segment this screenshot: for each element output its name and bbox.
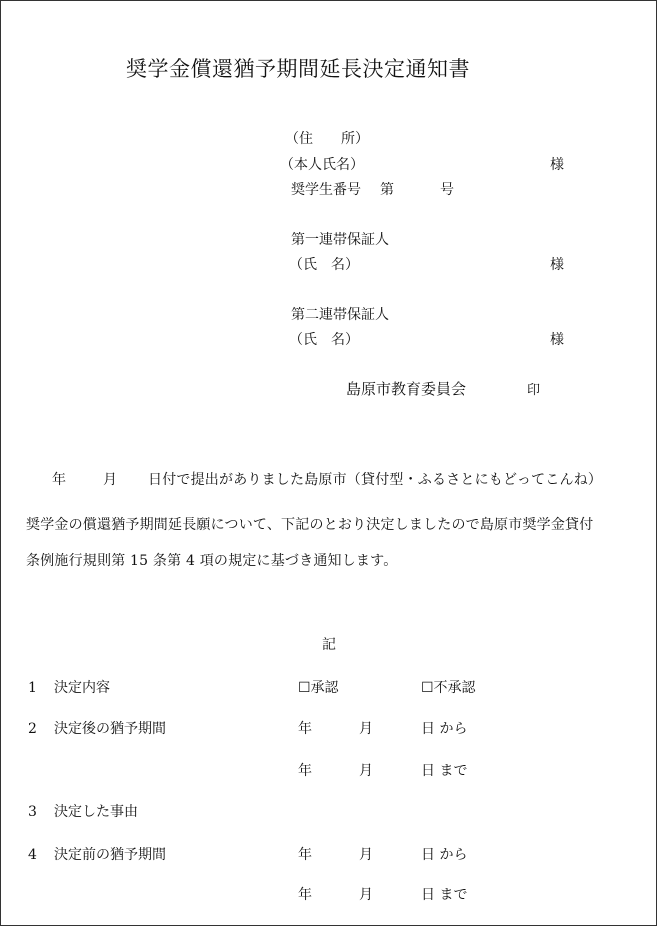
student-number-label: 奨学生番号 xyxy=(291,182,361,198)
item4-from-year: 年 xyxy=(298,847,312,863)
student-number-prefix: 第 xyxy=(380,182,394,198)
item2-to-month: 月 xyxy=(359,763,373,779)
item2-from-day: 日 から xyxy=(421,721,468,737)
issuer-name: 島原市教育委員会 xyxy=(346,380,467,398)
item2-to-year: 年 xyxy=(298,763,312,779)
item3-label: 決定した事由 xyxy=(54,804,138,820)
item2-from-year: 年 xyxy=(298,721,312,737)
body-line3: 条例施行規則第 15 条第 4 項の規定に基づき通知します。 xyxy=(26,553,398,569)
guarantor1-heading: 第一連帯保証人 xyxy=(291,232,389,248)
student-number-suffix: 号 xyxy=(440,182,454,198)
item4-to-month: 月 xyxy=(359,887,373,903)
item3-number: 3 xyxy=(28,804,37,820)
item4-to-year: 年 xyxy=(298,887,312,903)
item4-to-day: 日 まで xyxy=(421,887,468,903)
body-month: 月 xyxy=(103,472,118,488)
guarantor1-name-label: （氏 名） xyxy=(289,257,359,273)
item2-to-day: 日 まで xyxy=(421,763,468,779)
guarantor2-name-label: （氏 名） xyxy=(289,332,359,348)
item4-number: 4 xyxy=(28,847,37,863)
item4-from-month: 月 xyxy=(359,847,373,863)
address-label: （住 所） xyxy=(285,131,369,147)
item4-from-day: 日 から xyxy=(421,847,468,863)
issuer-seal: 印 xyxy=(527,383,541,398)
item2-from-month: 月 xyxy=(359,721,373,737)
guarantor1-honorific: 様 xyxy=(550,257,564,273)
item1-number: 1 xyxy=(28,680,37,696)
approve-checkbox[interactable]: ☐承認 xyxy=(298,680,339,696)
item2-label: 決定後の猶予期間 xyxy=(54,721,166,737)
body-year: 年 xyxy=(52,472,67,488)
item4-label: 決定前の猶予期間 xyxy=(54,847,166,863)
ki-heading: 記 xyxy=(322,637,336,653)
guarantor2-heading: 第二連帯保証人 xyxy=(291,307,389,323)
document-title: 奨学金償還猶予期間延長決定通知書 xyxy=(126,57,470,81)
recipient-name-label: （本人氏名） xyxy=(280,157,364,173)
item1-label: 決定内容 xyxy=(54,680,110,696)
guarantor2-honorific: 様 xyxy=(550,332,564,348)
recipient-honorific: 様 xyxy=(550,157,564,173)
body-line2: 奨学金の償還猶予期間延長願について、下記のとおり決定しましたので島原市奨学金貸付 xyxy=(26,517,594,533)
reject-checkbox[interactable]: ☐不承認 xyxy=(421,680,476,696)
item2-number: 2 xyxy=(28,721,37,737)
body-line1: 日付で提出がありました島原市（貸付型・ふるさとにもどってこんね） xyxy=(148,472,603,488)
